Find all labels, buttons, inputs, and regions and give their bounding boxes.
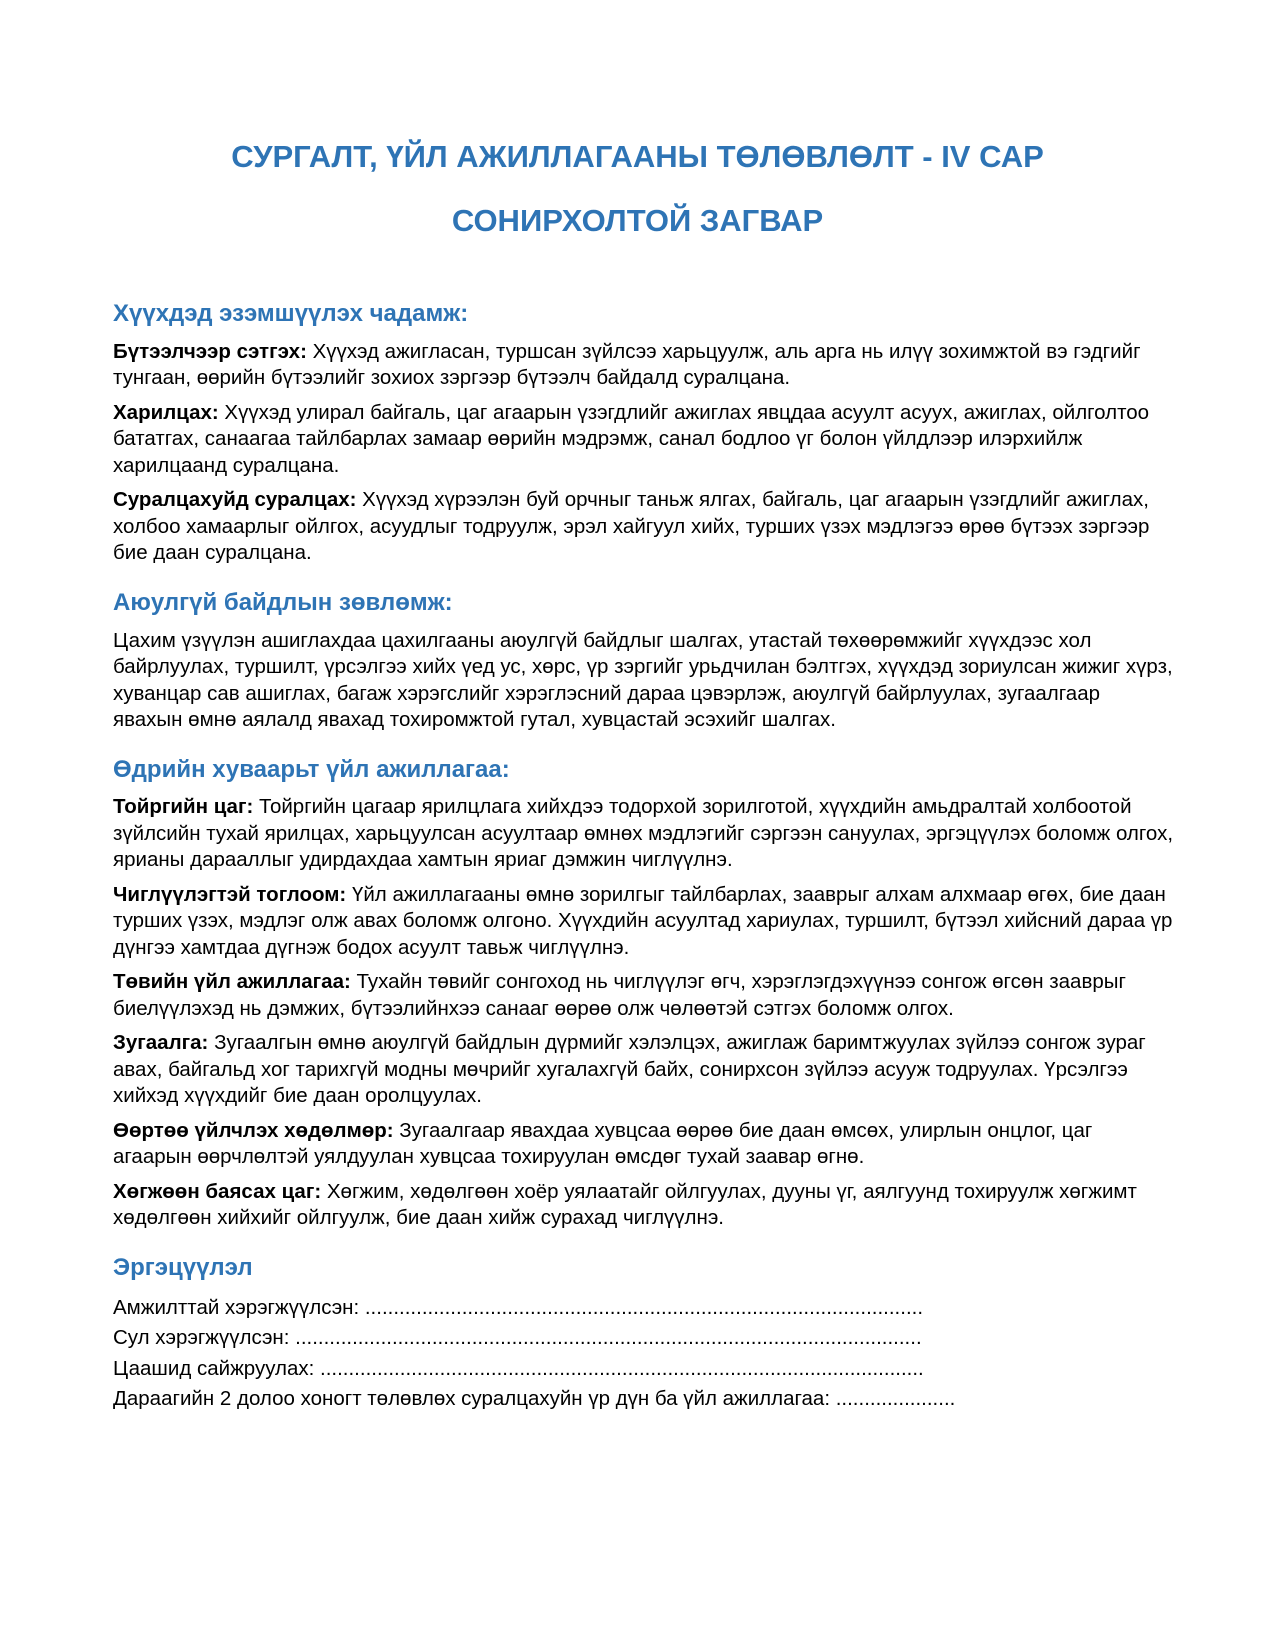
activity-text: Хөгжим, хөдөлгөөн хоёр уялаатайг ойлгуулах, дууны үг, аялгуунд тохируулж хөгжимт хөдөлгөөн хийхийг ойлгуулж, бие даан хийж сурахад чиглүүлнэ.	[113, 1179, 1137, 1230]
activity-text: Тухайн төвийг сонгоход нь чиглүүлэг өгч, хэрэглэгдэхүүнээ сонгож өгсөн зааврыг биелүүлэхэд нь дэмжих, бүтээлийнхээ санааг өөрөө олж чөлөөтэй сэтгэх боломж олгох.	[113, 970, 1126, 1020]
competency-item	[113, 487, 1173, 567]
activity-term: Өөртөө үйлчлэх хөдөлмөр:	[113, 1118, 394, 1142]
activity-item	[113, 1030, 1173, 1110]
activity-term: Зугаалга:	[113, 1031, 209, 1055]
competency-text: Хүүхэд улирал байгаль, цаг агаарын үзэгдлийг ажиглах явцдаа асуулт асуух, ажиглах, ойлголтоо бататгах, санаагаа тайлбарлах замаар өөрийн мэдрэмж, санал бодлоо үг болон үйлдлээр илэрхийлж харилцаанд суралцана.	[113, 400, 1150, 477]
activity-term: Төвийн үйл ажиллагаа:	[113, 970, 351, 994]
activity-item	[113, 882, 1173, 962]
document-subtitle: СОНИРХОЛТОЙ ЗАГВАР	[451, 203, 824, 238]
competency-text: Хүүхэд хүрээлэн буй орчныг таньж ялгах, байгаль, цаг агаарын үзэгдлийг ажиглах, холбоо хамаарлыг ойлгох, асуудлыг тодруулж, эрэл хайгуул хийх, турших үзэх мэдлэгээ өрөө бүтээх зэргээр бие даан суралцана.	[113, 488, 1150, 565]
activity-text: Зугаалгын өмнө аюулгүй байдлын дүрмийг хэлэлцэх, ажиглаж баримтжуулах зүйлээ сонгож зураг авах, байгальд хог тарихгүй модны мөчрийг хугалахгүй байх, сонирхсон зүйлээ асууж тодруулах. Үрсэлгээ хийхэд хүүхдийг бие даан оролцуулах.	[113, 1031, 1146, 1108]
competency-item	[113, 339, 1173, 392]
safety-section	[113, 589, 1173, 734]
activity-item	[113, 1118, 1173, 1171]
daily-activities-heading: Өдрийн хуваарьт үйл ажиллагаа:	[113, 755, 510, 783]
activity-text: Тойргийн цагаар ярилцлага хийхдээ тодорхой зорилготой, хүүхдийн амьдралтай холбоотой зүйлсийн тухай ярилцах, харьцуулсан асуултаар өмнөх мэдлэгийг сэргээн сануулах, эргэцүүлэх боломж олгох, ярианы дарааллыг удирдахдаа хамтын яриаг дэмжин чиглүүлнэ.	[113, 795, 1174, 872]
activity-term: Чиглүүлэгтэй тоглоом:	[113, 882, 347, 906]
reflection-line-improve: Цаашид сайжруулах: ..........................................................................................................	[113, 1356, 924, 1380]
document-title: СУРГАЛТ, ҮЙЛ АЖИЛЛАГААНЫ ТӨЛӨВЛӨЛТ - IV САР	[231, 139, 1044, 174]
competencies-section	[113, 300, 1173, 567]
activity-text: Зугаалгаар явахдаа хувцсаа өөрөө бие даан өмсөх, улирлын онцлог, цаг агаарын өөрчлөлтэй уялдуулан хувцсаа тохируулан өмсдөг тухай заавар өгнө.	[113, 1118, 1093, 1169]
competency-term: Бүтээлчээр сэтгэх:	[113, 339, 307, 363]
competency-term: Харилцах:	[113, 400, 219, 424]
reflection-line-weak: Сул хэрэгжүүлсэн: ..............................................................................................................	[113, 1326, 922, 1350]
activity-item	[113, 969, 1173, 1022]
activity-item	[113, 1179, 1173, 1232]
activity-text: Үйл ажиллагааны өмнө зорилгыг тайлбарлах, зааврыг алхам алхмаар өгөх, бие даан турших үзэх, мэдлэг олж авах боломж олгоно. Хүүхдийн асуултад хариулах, туршилт, бүтээл хийсний дараа үр дүнгээ хамтдаа дүгнэж бодох асуулт тавьж чиглүүлнэ.	[113, 882, 1173, 959]
document-body	[113, 300, 1173, 1415]
reflection-line-next: Дараагийн 2 долоо хоногт төлөвлөх суралцахуйн үр дүн ба үйл ажиллагаа: .....................	[113, 1387, 956, 1411]
reflection-heading: Эргэцүүлэл	[113, 1253, 253, 1281]
daily-activities-section	[113, 756, 1173, 1232]
reflection-section	[113, 1254, 1173, 1415]
reflection-line-success: Амжилттай хэрэгжүүлсэн: ..................................................................................................	[113, 1295, 924, 1319]
activity-term: Хөгжөөн баясах цаг:	[113, 1179, 322, 1203]
competencies-heading: Хүүхдэд эзэмшүүлэх чадамж:	[113, 300, 469, 327]
activity-term: Тойргийн цаг:	[113, 795, 254, 819]
competency-text: Хүүхэд ажигласан, туршсан зүйлсээ харьцуулж, аль арга нь илүү зохимжтой вэ гэдгийг тунгаан, өөрийн бүтээлийг зохиох зэргээр бүтээлч байдалд суралцана.	[113, 339, 1141, 390]
safety-text: Цахим үзүүлэн ашиглахдаа цахилгааны аюулгүй байдлыг шалгах, утастай төхөөрөмжийг хүүхдээс хол байрлуулах, туршилт, үрсэлгээ хийх үед ус, хөрс, үр зэргийг урьдчилан бэлтгэх, хүүхдэд зориулсан жижиг хүрз, хуванцар сав ашиглах, багаж хэрэгслийг хэрэглэсний дараа цэвэрлэж, аюулгүй байрлуулах, зугаалгаар явахын өмнө аялалд явахад тохиромжтой гутал, хувцастай эсэхийг шалгах.	[113, 628, 1173, 732]
activity-item	[113, 794, 1173, 874]
safety-heading: Аюулгүй байдлын зөвлөмж:	[113, 588, 453, 616]
competency-term: Суралцахуйд суралцах:	[113, 488, 357, 512]
competency-item	[113, 400, 1173, 480]
